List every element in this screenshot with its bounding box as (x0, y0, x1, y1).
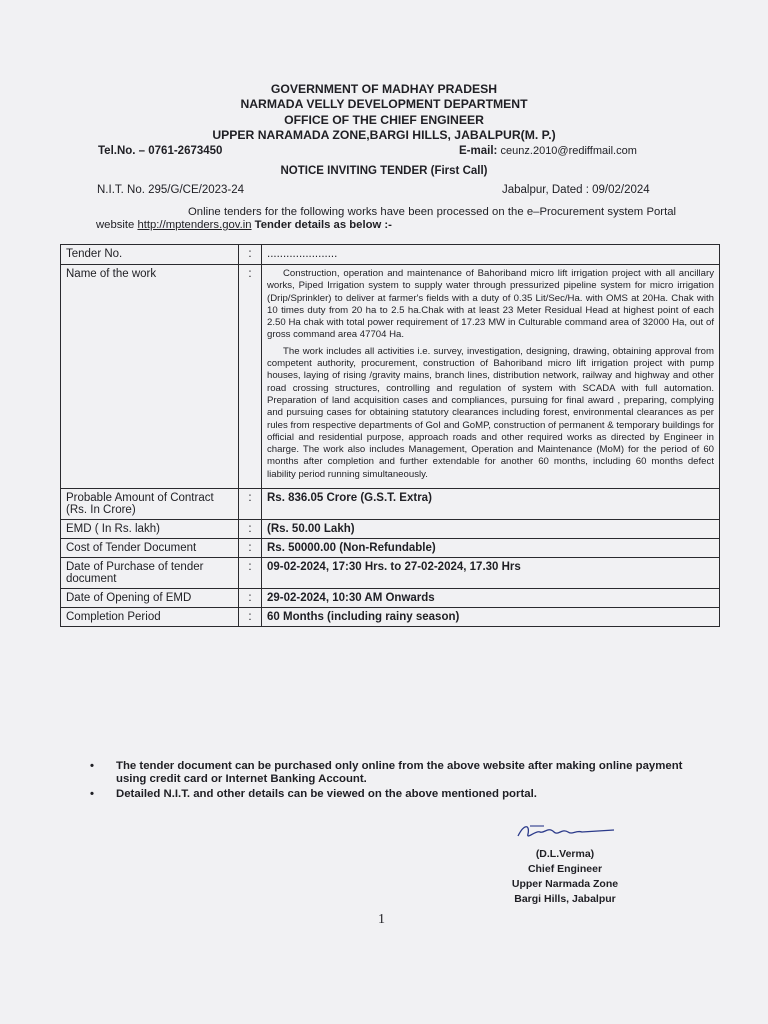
row-label: Tender No. (61, 245, 239, 265)
bullet-icon: • (90, 760, 94, 772)
row-value: Rs. 50000.00 (Non-Refundable) (262, 539, 720, 558)
portal-link[interactable]: http://mptenders.gov.in (137, 219, 252, 231)
signature-image (510, 820, 620, 842)
work-paragraph-1: Construction, operation and maintenance of Bahoriband micro lift irrigation project with all ancillary works, Piped Irrigation system to supply water through pressurized pipeline system for micro irrigation (Drip/Sprinkler) to deliver at farmer's fields with a duty of 0.35 Lit/Sec/Ha. with OMS at 20Ha. Chak with 10 times duty from 20 ha to 2.5 ha.Chak with at least 23 Meter Residual Head at highest point of each 2.50 Ha chak with total power requirement of 17.23 MW in Culturable command area of 32000 Ha, out of gross command area 47704 Ha. (267, 268, 714, 341)
row-colon: : (239, 558, 262, 589)
nit-number: N.I.T. No. 295/G/CE/2023-24 (97, 184, 245, 196)
header-line-1: GOVERNMENT OF MADHAY PRADESH (270, 82, 498, 96)
list-item (90, 760, 690, 786)
nit-date: Jabalpur, Dated : 09/02/2024 (502, 184, 650, 196)
row-colon: : (239, 489, 262, 520)
row-colon: : (239, 608, 262, 627)
telephone: Tel.No. – 0761-2673450 (98, 145, 223, 157)
row-label: Name of the work (61, 265, 239, 489)
row-value: Rs. 836.05 Crore (G.S.T. Extra) (262, 489, 720, 520)
signatory-zone: Upper Narmada Zone (511, 878, 619, 890)
page-number: 1 (378, 912, 385, 927)
email-label: E-mail: (459, 145, 501, 157)
table-row (61, 489, 720, 520)
signature-block (495, 820, 635, 907)
row-label: Probable Amount of Contract (Rs. In Crore) (61, 489, 239, 520)
row-value: 09-02-2024, 17:30 Hrs. to 27-02-2024, 17.30 Hrs (262, 558, 720, 589)
intro-text: Online tenders for the following works have been processed on the e–Procurement system Portal website (96, 206, 676, 231)
bullet-icon: • (90, 788, 94, 800)
list-item (90, 788, 690, 801)
row-label: Date of Opening of EMD (61, 589, 239, 608)
table-row (61, 608, 720, 627)
signatory-name: (D.L.Verma) (535, 848, 595, 860)
row-label: EMD ( In Rs. lakh) (61, 520, 239, 539)
signatory-place: Bargi Hills, Jabalpur (514, 893, 616, 905)
signatory-designation: Chief Engineer (527, 863, 603, 875)
row-colon: : (239, 245, 262, 265)
email-line (459, 145, 637, 157)
row-value: ...................... (262, 245, 720, 265)
table-row (61, 520, 720, 539)
email-address: ceunz.2010@rediffmail.com (500, 145, 637, 157)
tender-details-table (60, 244, 720, 627)
intro-tail: Tender details as below :- (251, 219, 392, 231)
notice-title: NOTICE INVITING TENDER (First Call) (280, 165, 488, 177)
header-line-3: OFFICE OF THE CHIEF ENGINEER (284, 113, 484, 127)
notes-list (90, 760, 690, 803)
row-value: 60 Months (including rainy season) (262, 608, 720, 627)
row-colon: : (239, 539, 262, 558)
work-paragraph-2: The work includes all activities i.e. survey, investigation, designing, drawing, obtaining approval from competent authority, procurement, construction of Bahoriband micro lift irrigation project with pump houses, laying of rising /gravity mains, branch lines, distribution network, railway and highway and other road crossing structures, controlling and regulation of system with SCADA with full automation. Preparation of land acquisition cases and compliances, pursuing for final award , preparing, complying and pursuing cases for obtaining statutory clearances including forest, environmental clearances as per rules from respective departments of GoI and GoMP, construction of permanent & temporary buildings for official and residential purpose, approach roads and other required works as directed by Engineer in charge. The work also includes Management, Operation and Maintenance (MoM) for the period of 60 months after completion and further extendable for another 60 months, including 60 months defect liability period running simultaneously. (267, 345, 714, 480)
row-value: 29-02-2024, 10:30 AM Onwards (262, 589, 720, 608)
table-row (61, 589, 720, 608)
note-text: The tender document can be purchased only online from the above website after making online payment using credit card or Internet Banking Account. (116, 760, 683, 785)
header-line-2: NARMADA VELLY DEVELOPMENT DEPARTMENT (240, 97, 528, 111)
table-row (61, 265, 720, 489)
row-label: Completion Period (61, 608, 239, 627)
row-colon: : (239, 265, 262, 489)
intro-paragraph (96, 206, 676, 232)
work-description (262, 265, 720, 489)
row-colon: : (239, 589, 262, 608)
row-label: Cost of Tender Document (61, 539, 239, 558)
table-row (61, 539, 720, 558)
row-value: (Rs. 50.00 Lakh) (262, 520, 720, 539)
note-text: Detailed N.I.T. and other details can be viewed on the above mentioned portal. (116, 788, 537, 800)
header-line-4: UPPER NARAMADA ZONE,BARGI HILLS, JABALPUR(M. P.) (212, 128, 556, 142)
table-row (61, 245, 720, 265)
row-label: Date of Purchase of tender document (61, 558, 239, 589)
row-colon: : (239, 520, 262, 539)
table-row (61, 558, 720, 589)
